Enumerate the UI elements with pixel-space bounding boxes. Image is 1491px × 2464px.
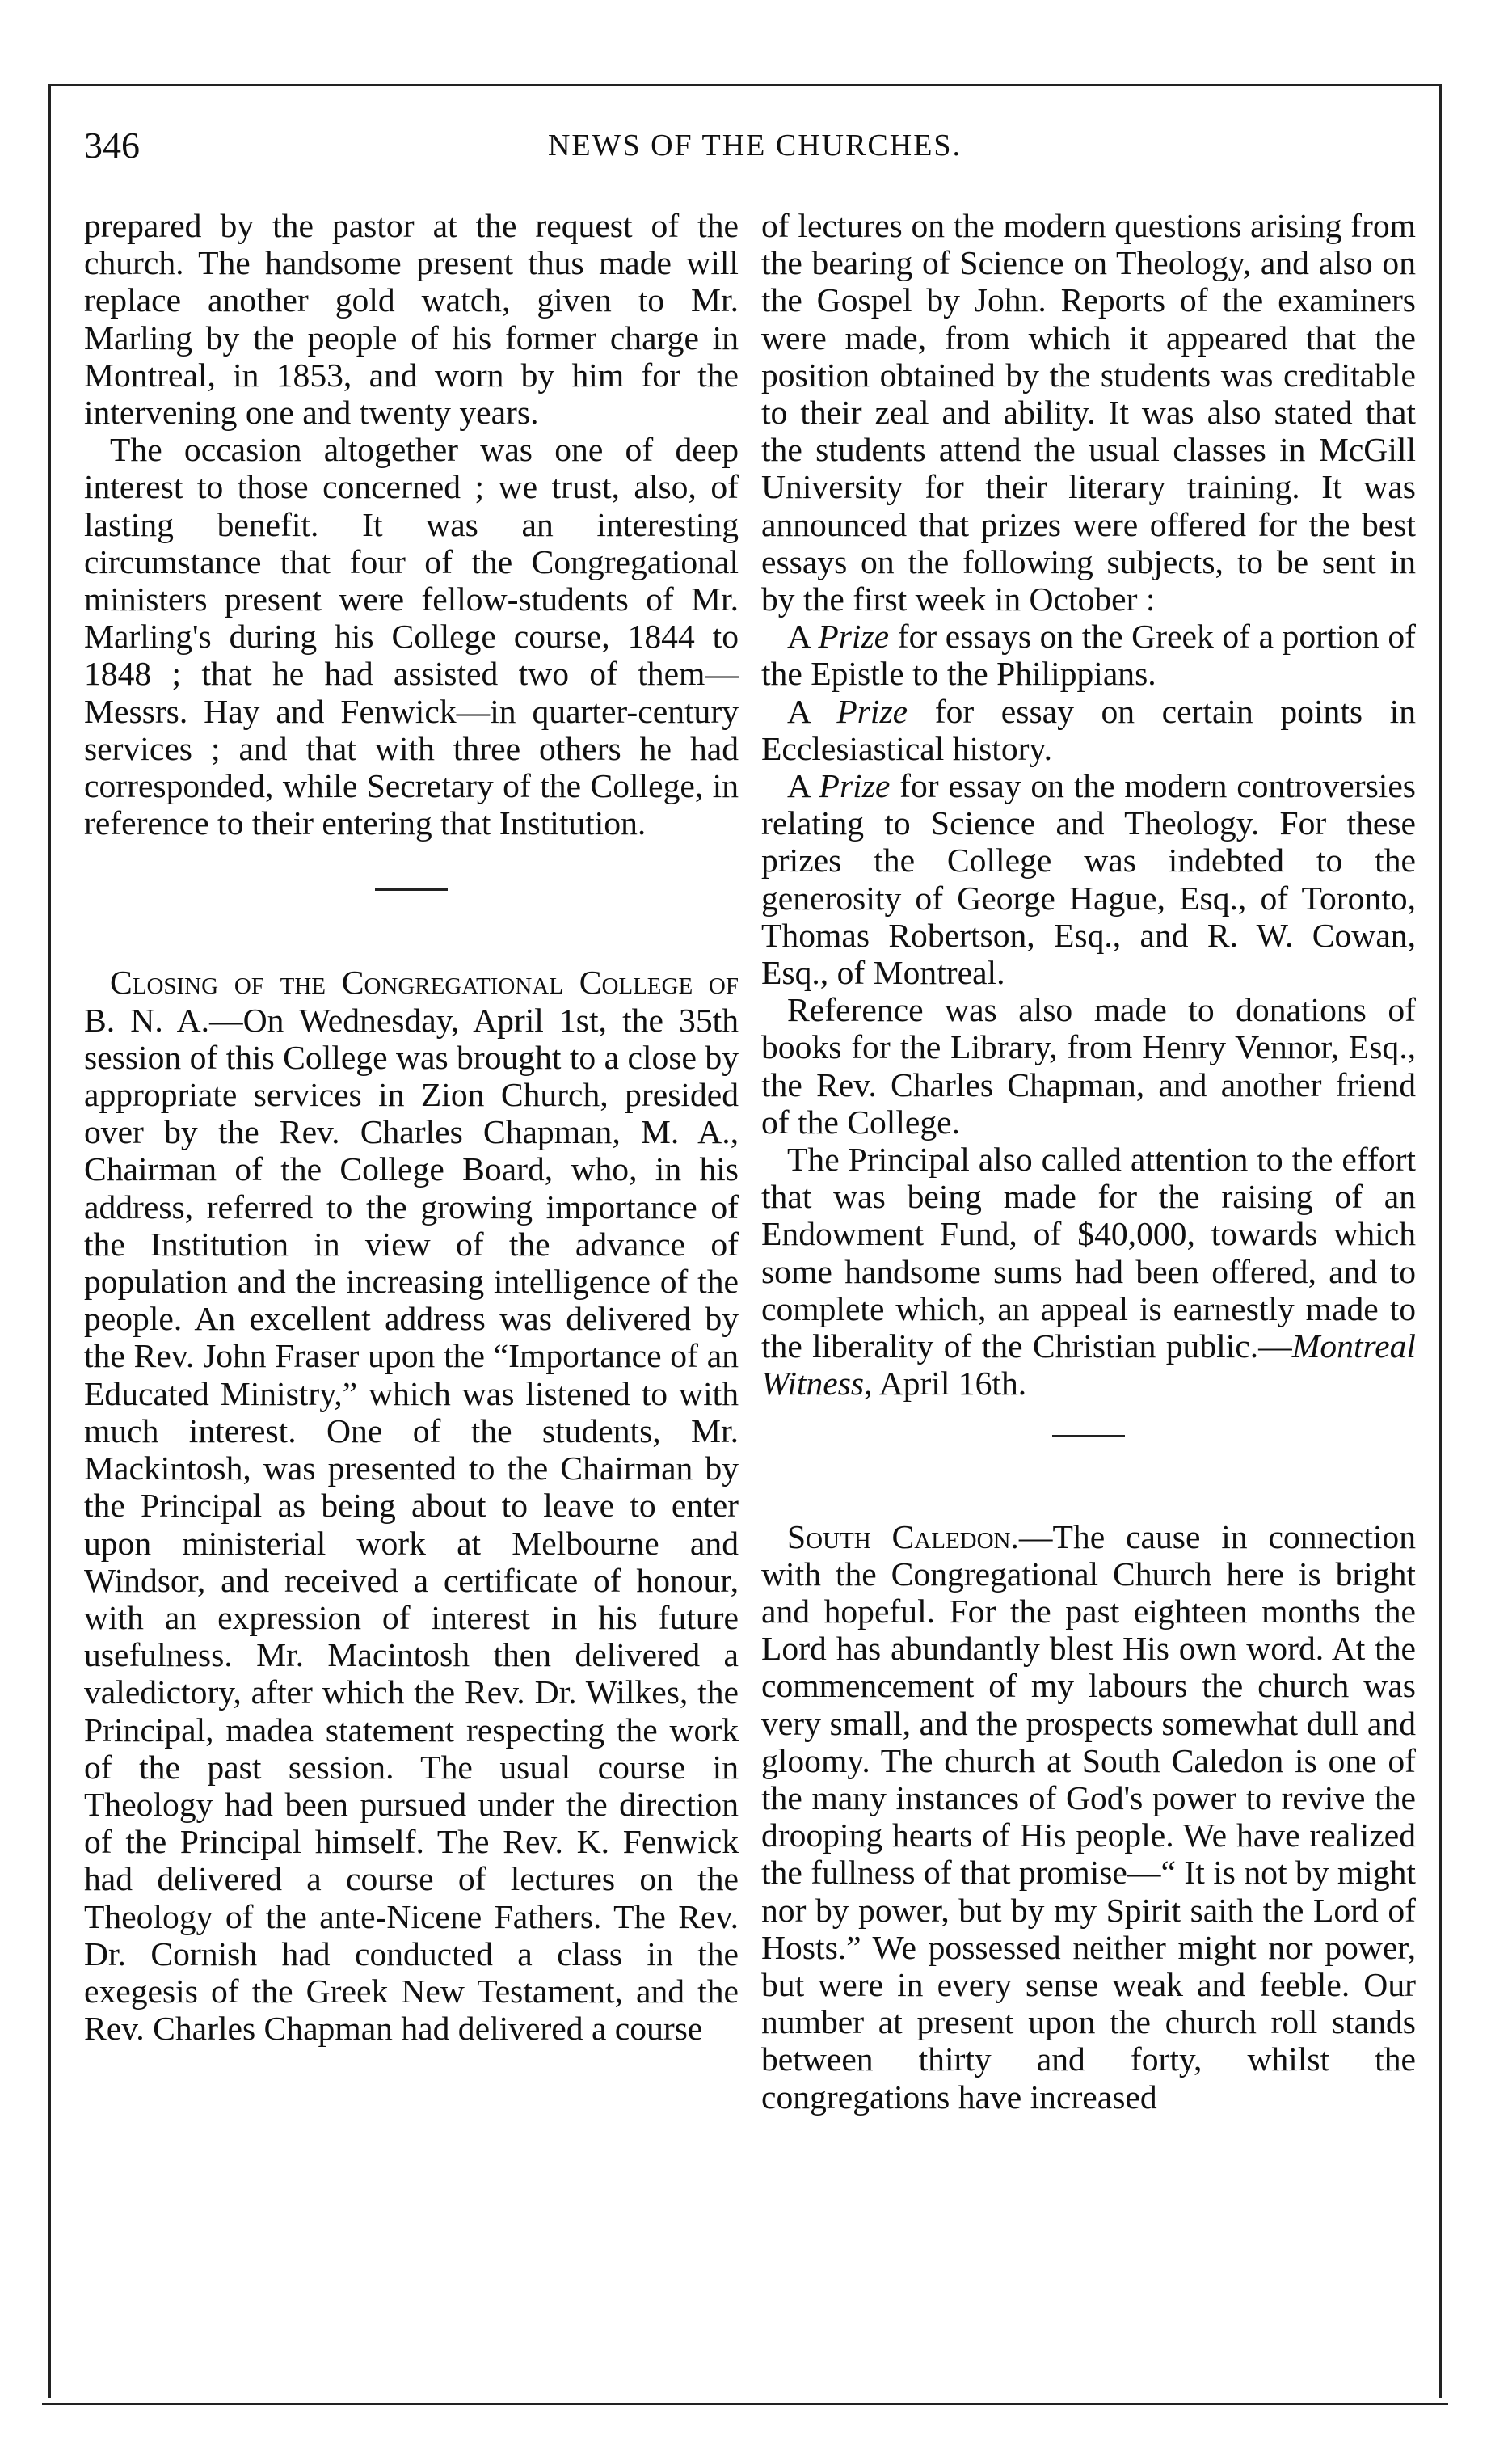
paragraph-endowment: The Principal also called attention to the effort that was being made for the raising of an Endowment Fund, of $40,000, towards which some handsome sums had been offered, and to complete which, an appeal is earnestly made to the liberality of the Christian public.—Montreal Witness, April 16th. (761, 1141, 1416, 1403)
paragraph-prize-3: A Prize for essay on the modern controversies relating to Science and Theology. For these prizes the College was indebted to the generosity of George Hague, Esq., of Toronto, Thomas Robertson, Esq., and R. W. Cowan, Esq., of Montreal. (761, 767, 1416, 992)
source-publication: Montreal Witness, (761, 1327, 1416, 1403)
south-caledon-text: —The cause in connection with the Congregational Church here is bright and hopeful. For the past eighteen months the Lord has abundantly blest His own word. At the commencement of my labours the church was very small, and the prospects somewhat dull and gloomy. The church at South Caledon is one of the many instances of God's power to revive the drooping hearts of His people. We have realized the fullness of that promise—“ It is not by might nor by power, but by my Spirit saith the Lord of Hosts.” We possessed neither might nor power, but were in every sense weak and feeble. Our number at present upon the church roll stands between thirty and forty, whilst the congregations have increased (761, 1517, 1417, 2116)
paragraph-lectures: of lectures on the modern questions arising from the bearing of Science on Theology, and also on the Gospel by John. Reports of the examiners were made, from which it appeared that the position obtained by the students was creditable to their zeal and ability. It was also stated that the students attend the usual classes in McGill University for their literary training. It was announced that prizes were offered for the best essays on the following subjects, to be sent in by the first week in October : (761, 207, 1416, 618)
bottom-rule (42, 2403, 1448, 2405)
paragraph-south-caledon (761, 1518, 1416, 2116)
prize-word-1: Prize (818, 618, 890, 656)
section-heading-closing-college: Closing of the Congregational College of B. N. A. (84, 964, 739, 1039)
prize-word-2: Prize (836, 692, 908, 730)
paragraph-prize-1: A Prize for essays on the Greek of a portion of the Epistle to the Philippians. (761, 618, 1416, 693)
closing-college-text: —On Wednesday, April 1st, the 35th session of this College was brought to a close by appropriate services in Zion Church, presided over by the Rev. Charles Chapman, M. A., Chairman of the College Board, who, in his address, referred to the growing importance of the Institution in view of the advance of population and the increasing intelligence of the people. An excellent address was delivered by the Rev. John Fraser upon the “Importance of an Educated Ministry,” which was listened to with much interest. One of the students, Mr. Mackintosh, was presented to the Chairman by the Principal as being about to leave to enter upon ministerial work at Melbourne and Windsor, and received a certificate of honour, with an expression of interest in his future usefulness. Mr. Macintosh then delivered a valedictory, after which the Rev. Dr. Wilkes, the Principal, madea statement respecting the work of the past session. The usual course in Theology had been pursued under the direction of the Principal himself. The Rev. K. Fenwick had delivered a course of lectures on the Theology of the ante-Nicene Fathers. The Rev. Dr. Cornish had conducted a class in the exegesis of the Greek New Testament, and the Rev. Charles Chapman had delivered a course (84, 1001, 739, 2048)
running-head (84, 121, 1426, 170)
prize-word-3: Prize (819, 767, 891, 805)
left-column (84, 207, 739, 2047)
right-column (761, 207, 1416, 2116)
running-title: NEWS OF THE CHURCHES. (547, 129, 962, 162)
section-heading-south-caledon: South Caledon. (787, 1517, 1019, 1555)
paragraph-prize-2: A Prize for essay on certain points in Ecclesiastical history. (761, 692, 1416, 767)
paragraph-occasion: The occasion altogether was one of deep interest to those concerned ; we trust, also, of lasting benefit. It was an interesting circumstance that four of the Congregational ministers present were fellow-students of Mr. Marling's during his College course, 1844 to 1848 ; that he had assisted two of them—Messrs. Hay and Fenwick—in quarter-century services ; and that with three others he had corresponded, while Secretary of the College, in reference to their entering that Institution. (84, 431, 739, 842)
page-number: 346 (84, 124, 140, 166)
paragraph-watch: prepared by the pastor at the request of the church. The handsome present thus made will replace another gold watch, given to Mr. Marling by the people of his former charge in Montreal, in 1853, and worn by him for the intervening one and twenty years. (84, 207, 739, 432)
paragraph-closing-college (84, 964, 739, 2047)
source-date: April 16th. (872, 1365, 1027, 1403)
paragraph-library-donations: Reference was also made to donations of books for the Library, from Henry Vennor, Esq., the Rev. Charles Chapman, and another friend of the College. (761, 991, 1416, 1141)
